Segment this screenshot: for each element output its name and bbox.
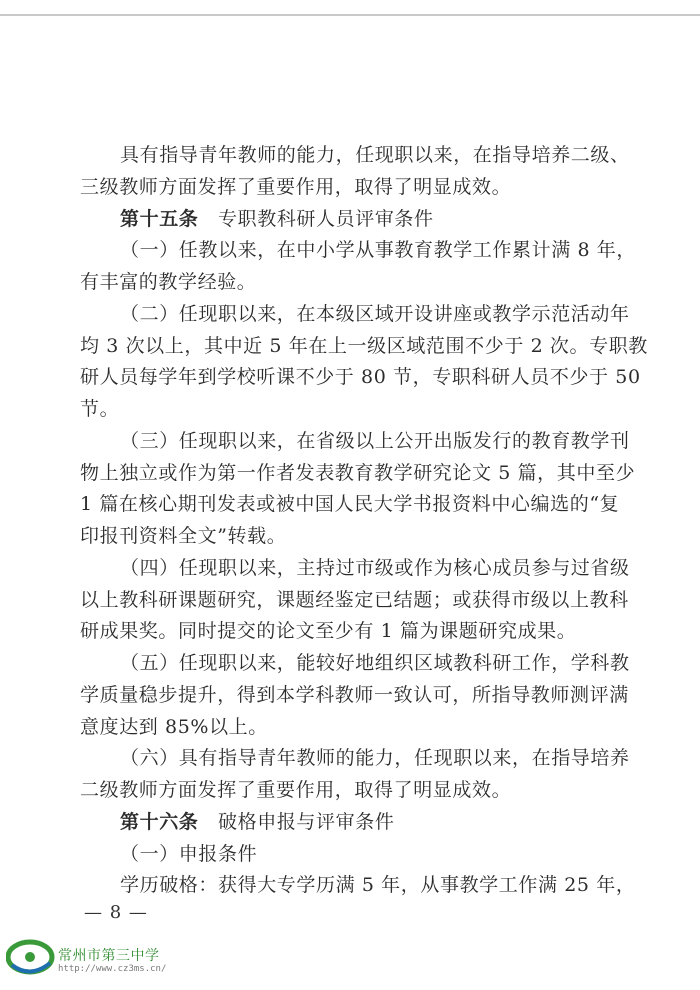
document-body — [80, 140, 648, 902]
paragraph-line: 二级教师方面发挥了重要作用，取得了明显成效。 — [80, 779, 512, 801]
paragraph-line: 有丰富的教学经验。 — [80, 271, 257, 293]
watermark-school-name: 常州市第三中学 — [58, 948, 160, 964]
school-logo-icon — [6, 935, 56, 981]
watermark-url: http://www.cz3ms.cn/ — [58, 964, 167, 974]
paragraph-line: 以上教科研课题研究，课题经鉴定已结题；或获得市级以上教科 — [80, 588, 629, 611]
paragraph-line: （四）任现职以来，主持过市级或作为核心成员参与过省级 — [120, 556, 630, 579]
paragraph-line: 三级教师方面发挥了重要作用，取得了明显成效。 — [80, 175, 512, 198]
paragraph-line: 学质量稳步提升，得到本学科教师一致认可，所指导教师测评满 — [80, 683, 629, 706]
paragraph-line: 具有指导青年教师的能力，任现职以来，在指导培养二级、 — [120, 144, 630, 166]
paragraph-line: （二）任现职以来，在本级区域开设讲座或教学示范活动年 — [120, 302, 630, 325]
paragraph-line: （五）任现职以来，能较好地组织区域教科研工作，学科教 — [120, 652, 630, 674]
paragraph-line: 印报刊资料全文”转载。 — [80, 525, 287, 547]
article-title: 破格申报与评审条件 — [218, 810, 395, 833]
article-title: 专职教科研人员评审条件 — [218, 207, 434, 230]
paragraph-line: 学历破格：获得大专学历满 5 年，从事教学工作满 25 年， — [120, 874, 636, 897]
paragraph-line: （一）申报条件 — [120, 842, 258, 865]
paragraph-line: 均 3 次以上，其中近 5 年在上一级区域范围不少于 2 次。专职教 — [80, 334, 648, 357]
paragraph-line: （六）具有指导青年教师的能力，任现职以来，在指导培养 — [120, 747, 630, 770]
watermark — [6, 935, 186, 985]
article-heading-15 — [80, 204, 620, 236]
paragraph-line: 研成果奖。同时提交的论文至少有 1 篇为课题研究成果。 — [80, 620, 577, 643]
paragraph-line: 意度达到 85%以上。 — [80, 715, 268, 738]
article-label: 第十六条 — [120, 810, 199, 833]
paragraph-line: 1 篇在核心期刊发表或被中国人民大学书报资料中心编选的“复 — [80, 493, 620, 516]
paragraph-line: 物上独立或作为第一作者发表教育教学研究论文 5 篇，其中至少 — [80, 461, 636, 484]
paragraph-line: （三）任现职以来，在省级以上公开出版发行的教育教学刊 — [120, 429, 630, 452]
article-heading-16 — [80, 807, 620, 839]
page-number: — 8 — — [84, 902, 148, 923]
top-rule — [0, 14, 700, 16]
paragraph-line: （一）任教以来，在中小学从事教育教学工作累计满 8 年， — [120, 239, 636, 262]
paragraph-line: 研人员每学年到学校听课不少于 80 节，专职科研人员不少于 50 — [80, 366, 641, 389]
paragraph-line: 节。 — [80, 398, 120, 420]
article-label: 第十五条 — [120, 207, 199, 230]
